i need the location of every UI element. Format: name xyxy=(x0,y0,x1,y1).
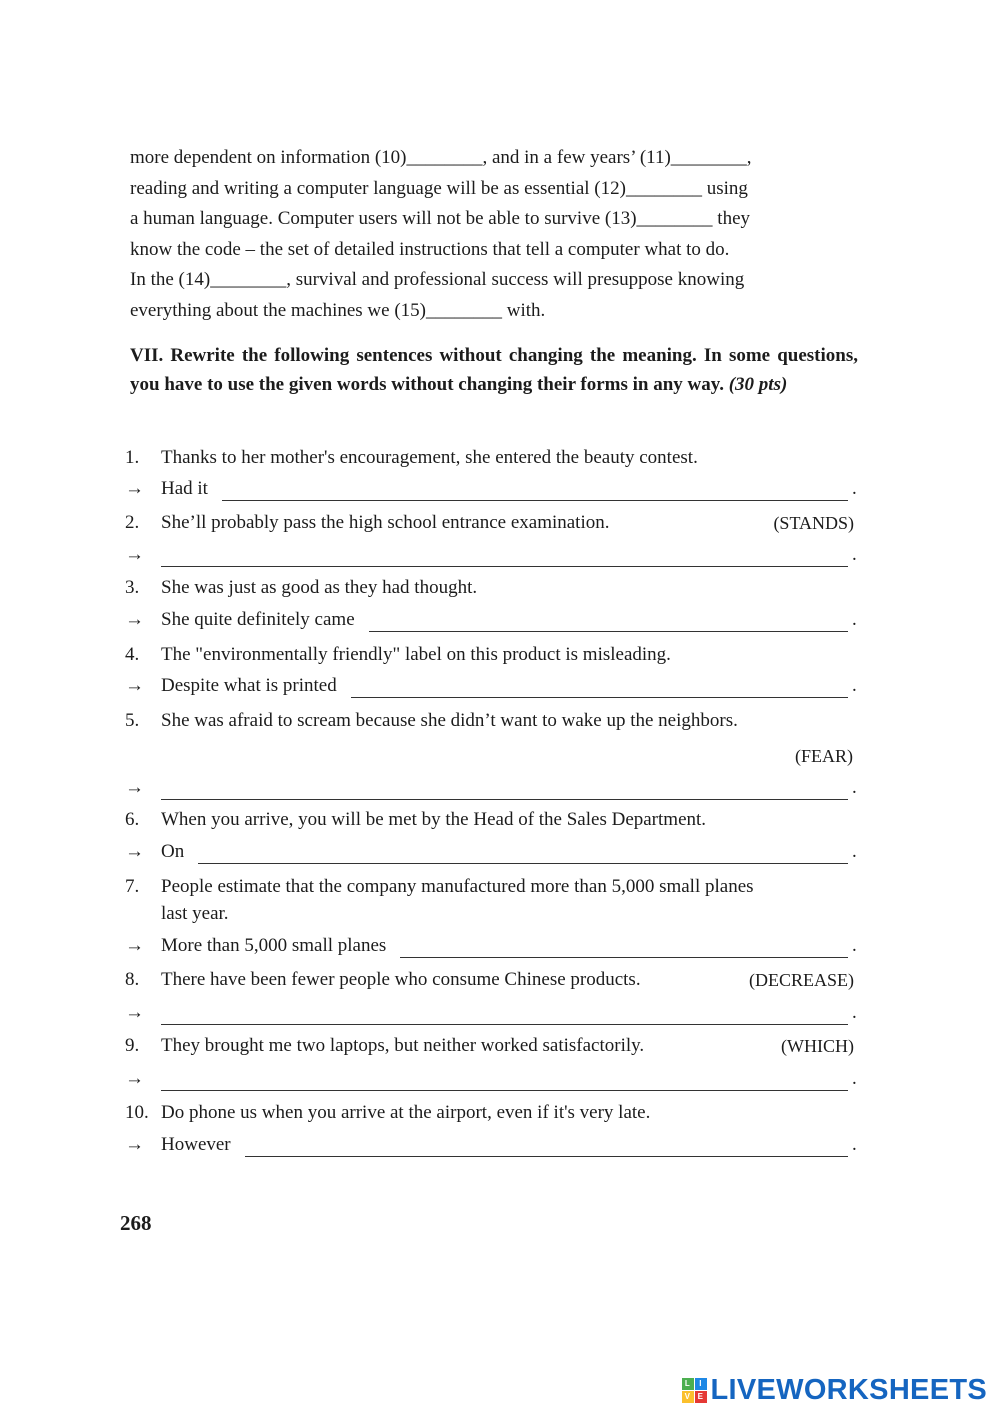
logo-icon xyxy=(682,1378,707,1403)
answer-prefix: Despite what is printed xyxy=(161,675,337,696)
keyword: (DECREASE) xyxy=(749,970,854,990)
logo-tile-icon: L xyxy=(682,1378,694,1390)
question-5 xyxy=(125,709,860,733)
answer-blank[interactable] xyxy=(351,679,848,698)
arrow-icon: → xyxy=(125,544,144,565)
answer-prefix: However xyxy=(161,1134,231,1155)
answer-row-4 xyxy=(125,674,860,698)
answer-blank[interactable] xyxy=(222,482,848,501)
question-number: 7. xyxy=(125,876,140,897)
liveworksheets-logo xyxy=(682,1372,988,1408)
question-number: 6. xyxy=(125,809,140,830)
question-sentence: When you arrive, you will be met by the Head of the Sales Department. xyxy=(161,809,707,830)
passage-line: reading and writing a computer language will be as essential (12)________ using xyxy=(130,177,748,199)
passage-line: more dependent on information (10)________, and in a few years’ (11)________, xyxy=(130,147,752,168)
arrow-icon: → xyxy=(125,609,144,630)
logo-tile-icon: V xyxy=(682,1391,694,1403)
answer-end: . xyxy=(852,935,857,956)
question-sentence: She’ll probably pass the high school entrance examination. xyxy=(161,512,610,533)
question-9 xyxy=(125,1034,860,1058)
arrow-icon: → xyxy=(125,675,144,696)
answer-end: . xyxy=(852,777,857,798)
question-2 xyxy=(125,511,860,535)
keyword: (FEAR) xyxy=(795,746,853,766)
question-number: 1. xyxy=(125,447,140,468)
answer-row-8 xyxy=(125,1001,860,1025)
question-7 xyxy=(125,875,860,899)
answer-prefix: She quite definitely came xyxy=(161,609,355,630)
question-6 xyxy=(125,808,860,832)
question-sentence: She was just as good as they had thought. xyxy=(161,577,478,598)
arrow-icon: → xyxy=(125,1002,144,1023)
section-points: (30 pts) xyxy=(728,373,788,395)
answer-row-3 xyxy=(125,608,860,632)
logo-tile-icon: I xyxy=(695,1378,707,1390)
question-8 xyxy=(125,968,860,992)
arrow-icon: → xyxy=(125,777,144,798)
section-heading xyxy=(130,342,858,399)
answer-end: . xyxy=(852,478,857,499)
answer-end: . xyxy=(852,1134,857,1155)
answer-row-5 xyxy=(125,776,860,800)
arrow-icon: → xyxy=(125,478,144,499)
arrow-icon: → xyxy=(125,841,144,862)
question-number: 8. xyxy=(125,969,140,990)
answer-end: . xyxy=(852,544,857,565)
answer-row-10 xyxy=(125,1133,860,1157)
question-sentence: Do phone us when you arrive at the airport, even if it's very late. xyxy=(161,1102,651,1123)
question-1 xyxy=(125,446,860,470)
answer-prefix: Had it xyxy=(161,478,208,499)
answer-blank[interactable] xyxy=(161,1072,848,1091)
question-number: 9. xyxy=(125,1035,140,1056)
passage-line: know the code – the set of detailed instructions that tell a computer what to do. xyxy=(130,238,730,260)
answer-blank[interactable] xyxy=(161,781,848,800)
question-number: 3. xyxy=(125,577,140,598)
answer-end: . xyxy=(852,1068,857,1089)
keyword: (WHICH) xyxy=(781,1036,854,1056)
answer-end: . xyxy=(852,841,857,862)
answer-blank[interactable] xyxy=(245,1138,848,1157)
section-heading-text: VII. Rewrite the following sentences without changing the meaning. In some questions, you have to use the given words without changing their forms in any way. xyxy=(130,345,858,395)
question-sentence: Thanks to her mother's encouragement, she entered the beauty contest. xyxy=(161,447,698,468)
answer-blank[interactable] xyxy=(369,613,848,632)
answer-blank[interactable] xyxy=(161,548,848,567)
answer-prefix: More than 5,000 small planes xyxy=(161,935,387,956)
logo-tile-icon: E xyxy=(695,1391,707,1403)
passage-line: everything about the machines we (15)________ with. xyxy=(130,299,546,321)
passage xyxy=(130,143,858,326)
question-7-cont xyxy=(125,902,860,926)
arrow-icon: → xyxy=(125,935,144,956)
answer-row-7 xyxy=(125,934,860,958)
question-sentence: People estimate that the company manufactured more than 5,000 small planes xyxy=(161,876,754,897)
question-number: 5. xyxy=(125,710,140,731)
passage-line: a human language. Computer users will not be able to survive (13)________ they xyxy=(130,208,751,229)
keyword: (STANDS) xyxy=(773,513,854,533)
answer-prefix: On xyxy=(161,841,185,862)
answer-end: . xyxy=(852,609,857,630)
question-sentence-cont: last year. xyxy=(161,903,229,924)
question-4 xyxy=(125,643,860,667)
question-10 xyxy=(125,1101,860,1125)
question-sentence: She was afraid to scream because she didn’t want to wake up the neighbors. xyxy=(161,710,738,731)
answer-blank[interactable] xyxy=(400,939,848,958)
answer-end: . xyxy=(852,675,857,696)
question-number: 2. xyxy=(125,512,140,533)
question-number: 10. xyxy=(125,1102,149,1123)
answer-end: . xyxy=(852,1002,857,1023)
answer-blank[interactable] xyxy=(198,845,848,864)
question-3 xyxy=(125,576,860,600)
question-sentence: The "environmentally friendly" label on this product is misleading. xyxy=(161,644,671,665)
arrow-icon: → xyxy=(125,1134,144,1155)
question-sentence: There have been fewer people who consume Chinese products. xyxy=(161,969,641,990)
passage-line: In the (14)________, survival and professional success will presuppose knowing xyxy=(130,269,745,290)
page-number: 268 xyxy=(120,1211,152,1235)
answer-row-1 xyxy=(125,477,860,501)
answer-row-9 xyxy=(125,1067,860,1091)
arrow-icon: → xyxy=(125,1068,144,1089)
answer-row-2 xyxy=(125,543,860,567)
brand-name: LIVEWORKSHEETS xyxy=(710,1373,987,1406)
answer-blank[interactable] xyxy=(161,1006,848,1025)
question-sentence: They brought me two laptops, but neither worked satisfactorily. xyxy=(161,1035,645,1056)
question-number: 4. xyxy=(125,644,140,665)
answer-row-6 xyxy=(125,840,860,864)
